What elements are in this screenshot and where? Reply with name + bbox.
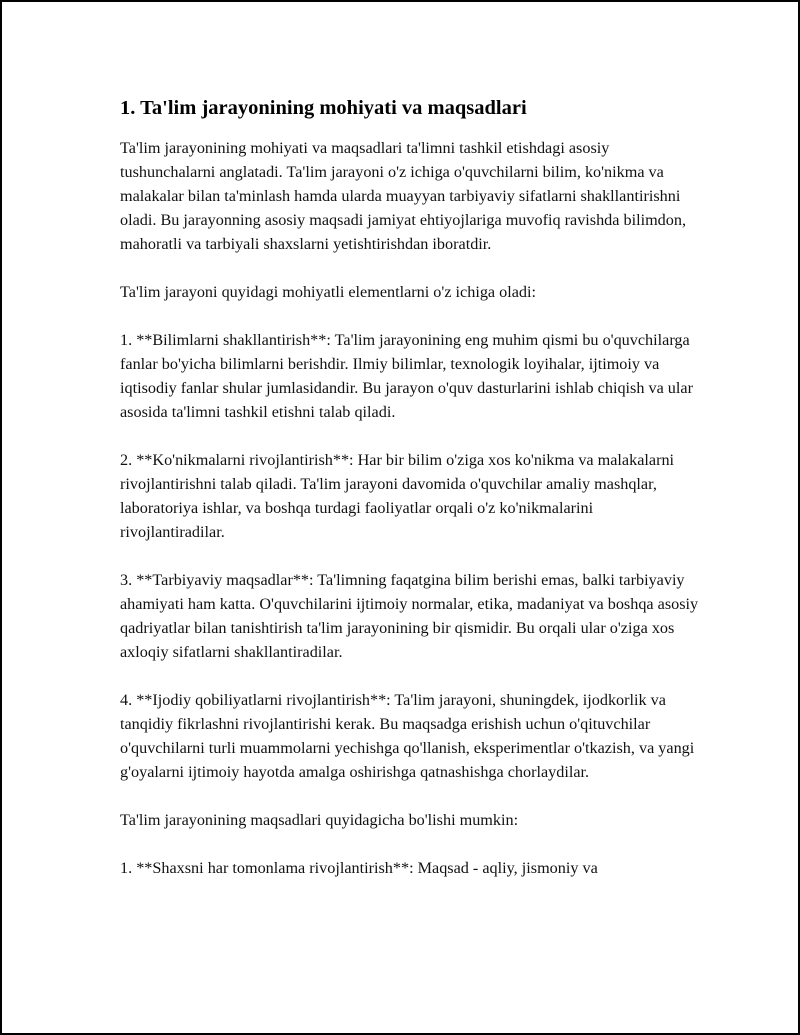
paragraph-item-2: 2. **Ko'nikmalarni rivojlantirish**: Har bir bilim o'ziga xos ko'nikma va malakalarni rivojlantirishni talab qiladi. Ta'lim jarayoni davomida o'quvchilar amaliy mashqlar, laboratoriya ishlar, va boshqa turdagi faoliyatlar orqali o'z ko'nikmalarini rivojlantiradilar. (120, 451, 675, 541)
paragraph-item-3: 3. **Tarbiyaviy maqsadlar**: Ta'limning faqatgina bilim berishi emas, balki tarbiyaviy ahamiyati ham katta. O'quvchilarini ijtimoiy normalar, etika, madaniyat va boshqa asosiy qadriyatlar bilan tanishtirish ta'lim jarayonining bir qismidir. Bu orqali ular o'ziga xos axloqiy sifatlarni shakllantiradilar. (120, 571, 699, 661)
paragraph-intro: Ta'lim jarayonining mohiyati va maqsadlari ta'limni tashkil etishdagi asosiy tushunchalarni anglatadi. Ta'lim jarayoni o'z ichiga o'quvchilarni bilim, ko'nikma va malakalar bilan ta'minlash hamda ularda muayyan tarbiyaviy sifatlarni shakllantirishni oladi. Bu jarayonning asosiy maqsadi jamiyat ehtiyojlariga muvofiq ravishda bilimdon, mahoratli va tarbiyali shaxslarni yetishtirishdan iboratdir. (120, 139, 687, 253)
document-body (120, 94, 700, 904)
paragraph-goal-1: 1. **Shaxsni har tomonlama rivojlantirish**: Maqsad - aqliy, jismoniy va (120, 859, 598, 877)
paragraph-item-4: 4. **Ijodiy qobiliyatlarni rivojlantirish**: Ta'lim jarayoni, shuningdek, ijodkorlik va tanqidiy fikrlashni rivojlantirishi kerak. Bu maqsadga erishish uchun o'qituvchilar o'quvchilarni turli muammolarni yechishga qo'llanish, eksperimentlar o'tkazish, va yangi g'oyalarni ijtimoiy hayotda amalga oshirishga qatnashishga chorlaydilar. (120, 691, 695, 781)
paragraph-goals-lead: Ta'lim jarayonining maqsadlari quyidagicha bo'lishi mumkin: (120, 811, 519, 829)
paragraph-elements-lead: Ta'lim jarayoni quyidagi mohiyatli elementlarni o'z ichiga oladi: (120, 283, 537, 301)
paragraph-item-1: 1. **Bilimlarni shakllantirish**: Ta'lim jarayonining eng muhim qismi bu o'quvchilarga fanlar bo'yicha bilimlarni berishdir. Ilmiy bilimlar, texnologik loyihalar, ijtimoiy va iqtisodiy fanlar shular jumlasidandir. Bu jarayon o'quv dasturlarini ishlab chiqish va ular asosida ta'limni tashkil etishni talab qiladi. (120, 331, 693, 421)
section-heading: 1. Ta'lim jarayonining mohiyati va maqsadlari (120, 97, 527, 119)
